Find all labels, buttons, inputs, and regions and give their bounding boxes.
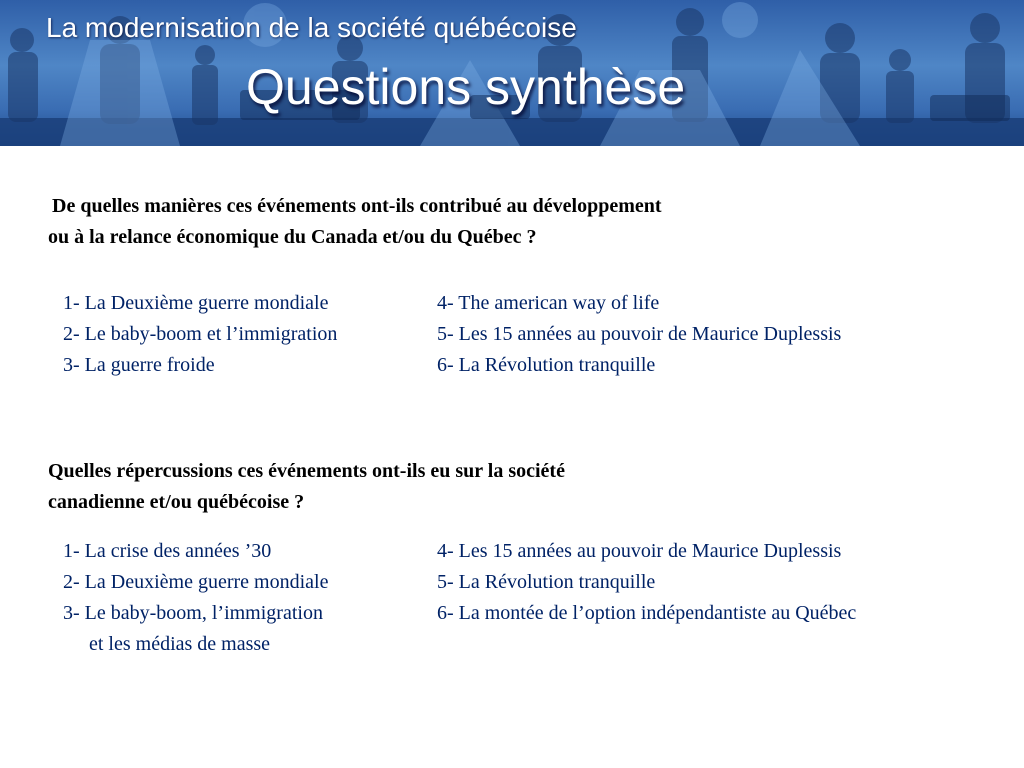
- list-item: 6- La Révolution tranquille: [437, 354, 656, 376]
- slide-title: Questions synthèse: [246, 59, 686, 115]
- question-two-line-2: canadienne et/ou québécoise ?: [48, 491, 305, 513]
- question-one-line-2: ou à la relance économique du Canada et/ou du Québec ?: [48, 226, 537, 248]
- list-item: 4- Les 15 années au pouvoir de Maurice Duplessis: [437, 540, 842, 562]
- list-item: 4- The american way of life: [437, 292, 660, 314]
- list-item: 2- La Deuxième guerre mondiale: [63, 571, 329, 593]
- list-item: 5- Les 15 années au pouvoir de Maurice Duplessis: [437, 323, 842, 345]
- list-item: 1- La Deuxième guerre mondiale: [63, 292, 329, 314]
- list-item: 3- Le baby-boom, l’immigration: [63, 602, 323, 624]
- list-item: 1- La crise des années ’30: [63, 540, 272, 562]
- list-item: 2- Le baby-boom et l’immigration: [63, 323, 338, 345]
- question-one: [48, 191, 662, 253]
- question-one-line-1: De quelles manières ces événements ont-ils contribué au développement: [52, 195, 662, 217]
- deck-subtitle: La modernisation de la société québécoise: [46, 12, 577, 43]
- events-list-1-left: [63, 288, 337, 381]
- header-banner: [0, 0, 1024, 146]
- events-list-2-right: [437, 536, 856, 629]
- events-list-2-left: [63, 536, 328, 660]
- list-item: 6- La montée de l’option indépendantiste au Québec: [437, 602, 857, 624]
- list-item: 5- La Révolution tranquille: [437, 571, 656, 593]
- list-item-continuation: et les médias de masse: [89, 633, 271, 655]
- question-two: [48, 456, 565, 518]
- question-two-line-1: Quelles répercussions ces événements ont-ils eu sur la société: [48, 460, 565, 482]
- list-item: 3- La guerre froide: [63, 354, 215, 376]
- events-list-1-right: [437, 288, 841, 381]
